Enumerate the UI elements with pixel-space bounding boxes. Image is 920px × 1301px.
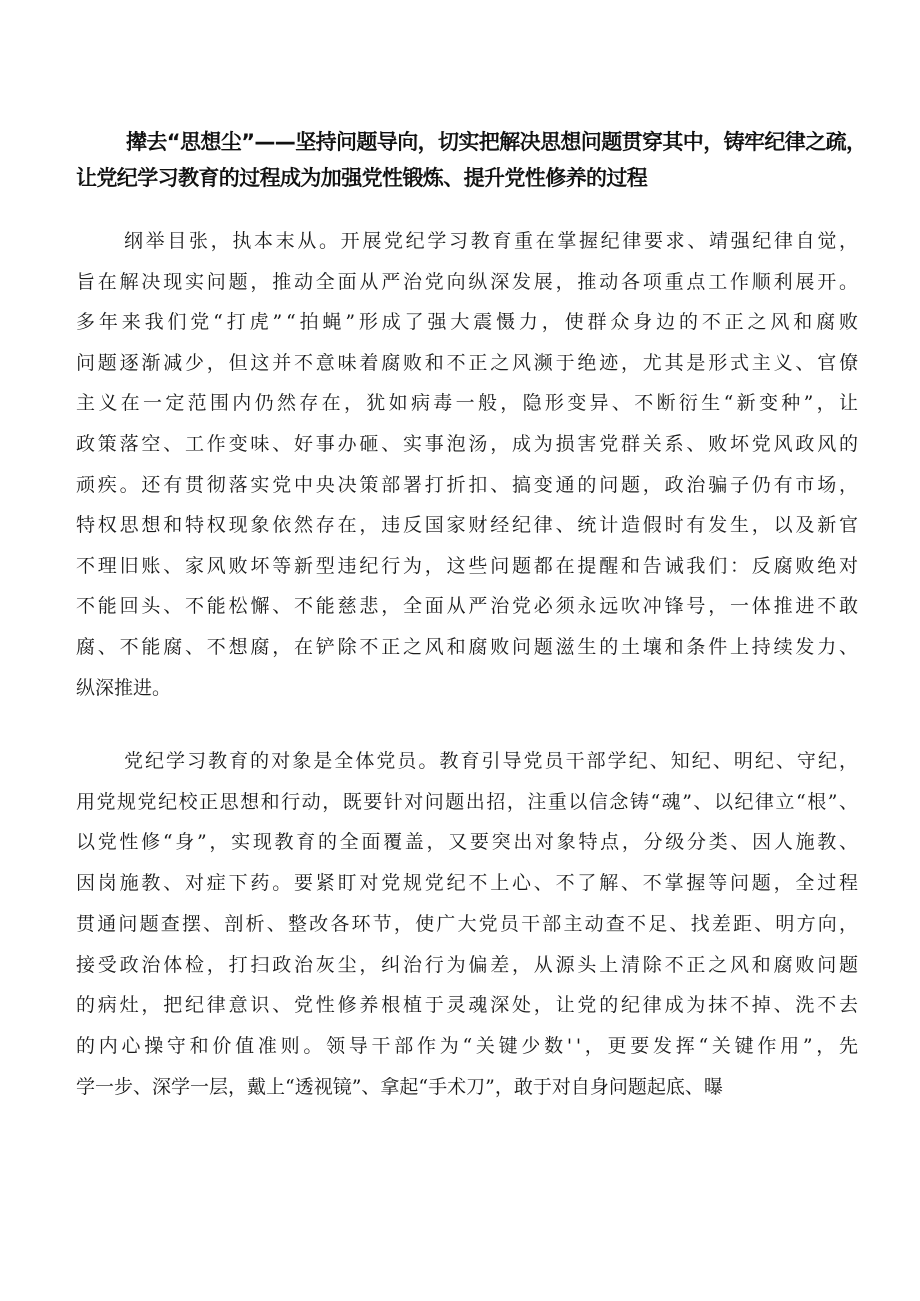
paragraph-1-line: 问题逐渐减少，但这并不意味着腐败和不正之风濒于绝迹，尤其是形式主义、官僚 <box>76 351 861 374</box>
paragraph-1-line: 主义在一定范围内仍然存在，犹如病毒一般，隐形变异、不断衍生“新变种”，让 <box>76 392 862 415</box>
paragraph-1-line: 政策落空、工作变味、好事办砸、实事泡汤，成为损害党群关系、败坏党风政风的 <box>76 433 861 455</box>
paragraph-1-line: 顽疾。还有贯彻落实党中央决策部署打折扣、搞变通的问题，政治骗子仍有市场， <box>76 473 861 496</box>
paragraph-2-line: 学一步、深学一层，戴上“透视镜”、拿起“手术刀”，敢于对自身问题起底、曝 <box>76 1075 723 1098</box>
paragraph-1-line: 纵深推进。 <box>76 676 172 699</box>
paragraph-1-line: 特权思想和特权现象依然存在，违反国家财经纪律、统计造假时有发生，以及新官 <box>76 514 861 537</box>
paragraph-2-line: 的病灶，把纪律意识、党性修养根植于灵魂深处，让党的纪律成为抹不掉、洗不去 <box>76 994 861 1017</box>
paragraph-1-line: 旨在解决现实问题，推动全面从严治党向纵深发展，推动各项重点工作顺利展开。 <box>76 270 861 293</box>
paragraph-1-line: 多年来我们党“打虎”“拍蝇”形成了强大震慑力，使群众身边的不正之风和腐败 <box>76 311 862 334</box>
paragraph-1-line: 不能回头、不能松懈、不能慈悲，全面从严治党必须永远吹冲锋号，一体推进不敢 <box>76 595 861 618</box>
paragraph-2-line: 以党性修“身”，实现教育的全面覆盖，又要突出对象特点，分级分类、因人施教、 <box>76 831 861 854</box>
paragraph-2-line: 党纪学习教育的对象是全体党员。教育引导党员干部学纪、知纪、明纪、守纪， <box>124 750 861 772</box>
paragraph-2-line: 的内心操守和价值准则。领导干部作为“关键少数''，更要发挥“关键作用”，先 <box>76 1034 862 1057</box>
paragraph-1-line: 纲举目张，执本末从。开展党纪学习教育重在掌握纪律要求、靖强纪律自觉， <box>124 230 861 252</box>
section-heading: 撵去“思想尘”——坚持问题导向，切实把解决思想问题贯穿其中，铸牢纪律之疏，让党纪学习教育的过程成为加强党性锻炼、提升党性修养的过程 <box>76 130 867 190</box>
paragraph-2-line: 贯通问题查摆、剖析、整改各环节，使广大党员干部主动查不足、找差距、明方向， <box>76 912 861 935</box>
paragraph-2-line: 用党规党纪校正思想和行动，既要针对问题出招，注重以信念铸“魂”、以纪律立“根”、 <box>76 790 860 813</box>
paragraph-1-line: 不理旧账、家风败坏等新型违纪行为，这些问题都在提醒和告诫我们：反腐败绝对 <box>76 554 861 577</box>
paragraph-2-line: 因岗施教、对症下药。要紧盯对党规党纪不上心、不了解、不掌握等问题，全过程 <box>76 872 861 895</box>
paragraph-2-line: 接受政治体检，打扫政治灰尘，纠治行为偏差，从源头上清除不正之风和腐败问题 <box>76 953 861 976</box>
paragraph-1-line: 腐、不能腐、不想腐，在铲除不正之风和腐败问题滋生的土壤和条件上持续发力、 <box>76 636 861 658</box>
